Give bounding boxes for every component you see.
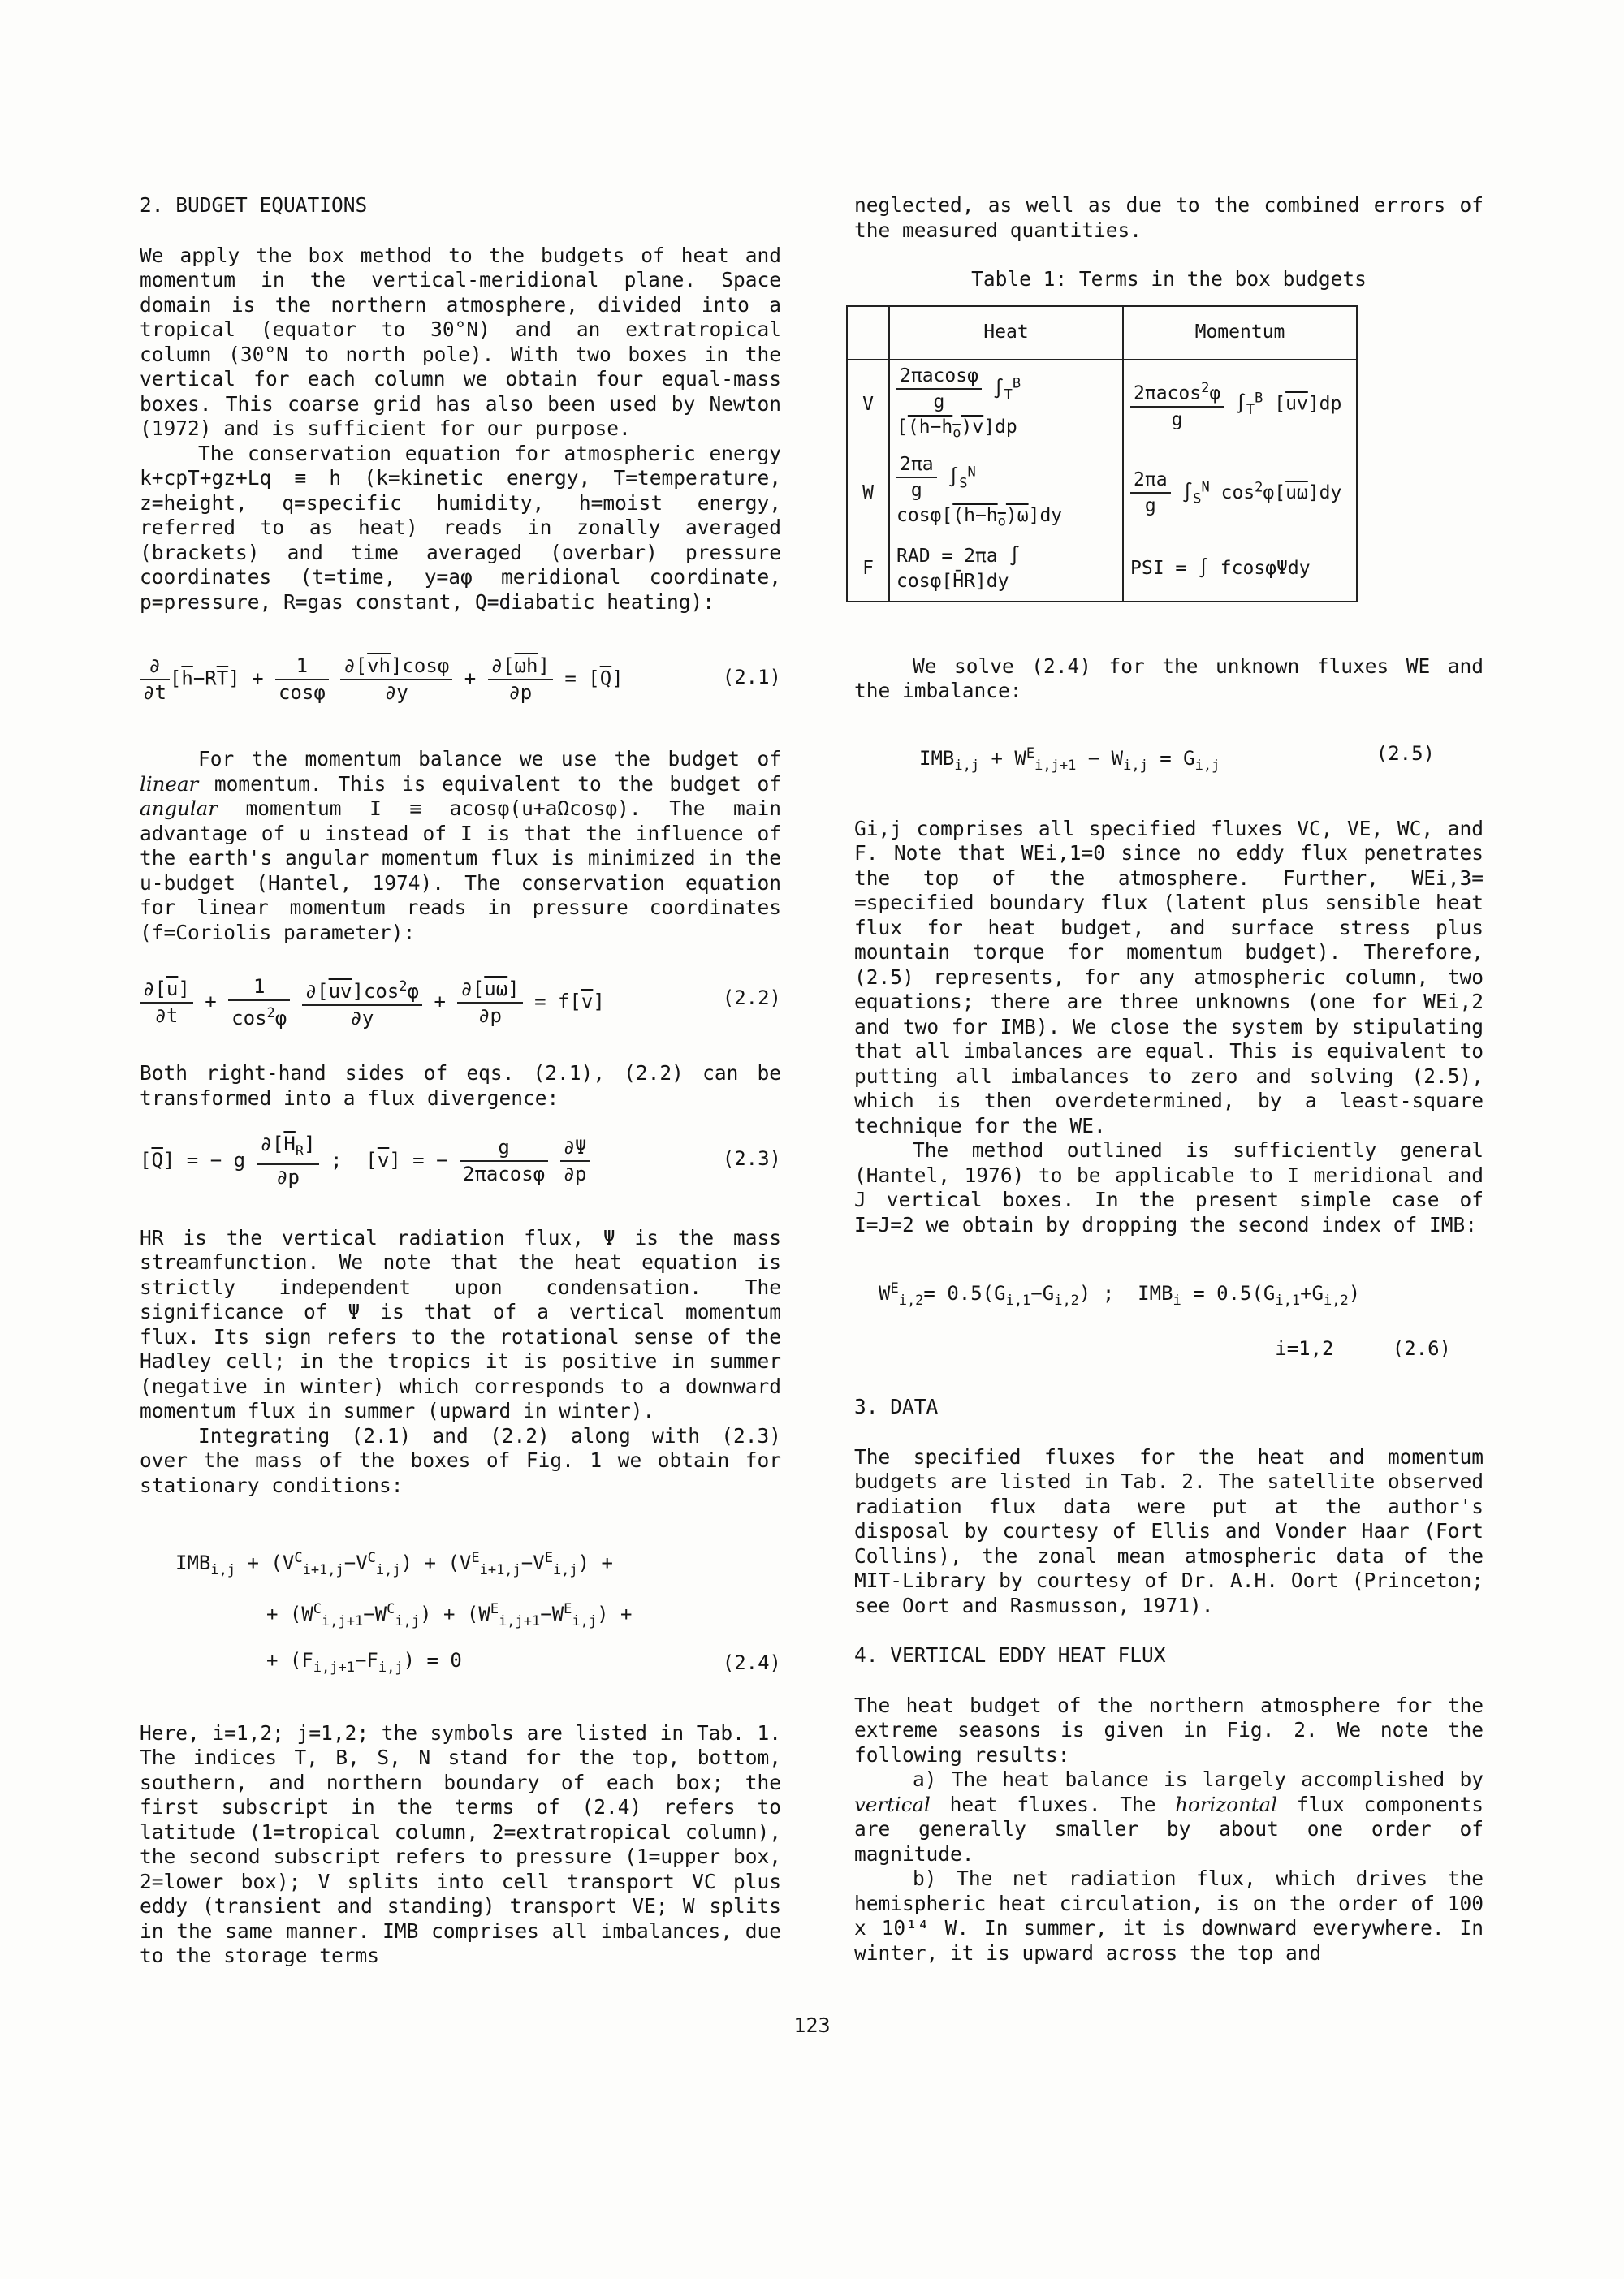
equation-2-2: $\frac{\partial[\overline{u}]}{\partial t}$ + $\frac{1}{\cos^2\varphi}$ $\frac{\partial[\overline{uv}]\cos^2\varphi}{\partial y}$ + $\frac{\partial[\overline{u\omega}]}{\partial p}$ = $f[\overline{v}]$ (2.2) (140, 974, 781, 1030)
paragraph: The conservation equation for atmospheric energy k+cpT+gz+Lq ≡ h (k=kinetic energy, T=temperature, z=height, q=specific humidity, h=moist energy, referred to as heat) reads in zonally averaged (brackets) and time averaged (overbar) pressure coordinates (t=time, y=aφ meridional coordinate, p=pressure, R=gas constant, Q=diabatic heating): (140, 441, 781, 614)
section-heading-data: 3. DATA (854, 1395, 939, 1419)
right-column (854, 193, 1484, 1966)
equation-2-5: $IMB_{i,j} + W^E_{i,j+1} - W_{i,j} = G_{i,j}$ (2.5) (919, 741, 1435, 774)
paragraph: neglected, as well as due to the combined errors of the measured quantities. (854, 193, 1484, 242)
left-column (140, 193, 781, 1969)
paragraph: The specified fluxes for the heat and momentum budgets are listed in Tab. 2. The satellite observed radiation flux data were put at the author's disposal by courtesy of Ellis and Vonder Haar (Fort Collins), the zonal mean atmospheric data of the MIT-Library by courtesy of Dr. A.H. Oort (Princeton; see Oort and Rasmusson, 1971). (854, 1444, 1484, 1617)
section-heading-budget-equations: 2. BUDGET EQUATIONS (140, 193, 368, 217)
paragraph: The heat budget of the northern atmosphere for the extreme seasons is given in Fig. 2. We note the following results: (854, 1693, 1484, 1767)
paragraph: a) The heat balance is largely accomplished by vertical heat fluxes. The horizontal flux components are generally smaller by about one order of magnitude. (854, 1768, 1484, 1866)
row-label-v: V (847, 360, 889, 449)
equation-number: (2.3) (722, 1147, 781, 1170)
equation-number: (2.6) (1392, 1336, 1451, 1360)
paragraph: For the momentum balance we use the budget of linear momentum. This is equivalent to the budget of angular momentum I ≡ acosφ(u+aΩcosφ). The main advantage of u instead of I is that the influence of the earth's angular momentum flux is minimized in the u-budget (Hantel, 1974). The conservation equation for linear momentum reads in pressure coordinates (f=Coriolis parameter): (140, 747, 781, 944)
equation-number: (2.1) (722, 666, 781, 688)
equation-number: (2.5) (1376, 741, 1435, 765)
equation-index-range: i=1,2 (1275, 1336, 1334, 1360)
paragraph: Gi,j comprises all specified fluxes VC, VE, WC, and F. Note that WEi,1=0 since no eddy flux penetrates the top of the atmosphere. Further, WEi,3= =specified boundary flux (latent plus sensible heat flux for heat budget, and surface stress plus mountain torque for momentum budget). Therefore, (2.5) represents, for any atmospheric column, two equations; there are three unknowns (one for WEi,2 and two for IMB). We close the system by stipulating that all imbalances are equal. This is equivalent to putting all imbalances to zero and solving (2.5), which is then overdetermined, by a least-square technique for the WE. (854, 816, 1484, 1137)
table-header-momentum: Momentum (1123, 306, 1357, 360)
section-heading-vertical-eddy-heat-flux: 4. VERTICAL EDDY HEAT FLUX (854, 1643, 1166, 1668)
table-cell-rad: RAD = 2πa ∫ cosφ[H̄R]dy (889, 537, 1123, 602)
equation-2-4: $IMB_{i,j} + (V^C_{i+1,j}-V^C_{i,j}) + (V^E_{i+1,j}-V^E_{i,j})$ + + $(W^C_{i,j+1}-W^C_{i,j}) + (W^E_{i,j+1}-W^E_{i,j})$ + + $(F_{i,j+1}-F_{i,j}) = 0$ (2.4) (140, 1539, 781, 1686)
paragraph: Both right-hand sides of eqs. (2.1), (2.2) can be transformed into a flux divergence: (140, 1061, 781, 1110)
equation-2-3: $[\overline{Q}]$ = − g $\frac{\partial[\overline{H}_R]}{\partial p}$ ; $[\overline{v}]$ = − $\frac{g}{2\pi acos\varphi}$ $\frac{\partial\Psi}{\partial p}$ (2.3) (140, 1133, 781, 1189)
page-number: 123 (793, 2014, 831, 2037)
paragraph: The method outlined is sufficiently general (Hantel, 1976) to be applicable to I meridional and J vertical boxes. In the present simple case of I=J=2 we obtain by dropping the second index of IMB: (854, 1138, 1484, 1237)
row-label-f: F (847, 537, 889, 602)
paragraph: We apply the box method to the budgets of heat and momentum in the vertical-meridional plane. Space domain is the northern atmosphere, divided into a tropical (equator to 30°N) and an extratropical column (30°N to north pole). With two boxes in the vertical for each column we obtain four equal-mass boxes. This coarse grid has also been used by Newton (1972) and is sufficient for our purpose. (140, 243, 781, 440)
paragraph: Integrating (2.1) and (2.2) along with (2.3) over the mass of the boxes of Fig. 1 we obtain for stationary conditions: (140, 1423, 781, 1497)
paragraph: HR is the vertical radiation flux, Ψ is the mass streamfunction. We note that the heat equation is strictly independent upon condensation. The significance of Ψ is that of a vertical momentum flux. Its sign refers to the rotational sense of the Hadley cell; in the tropics it is positive in summer (negative in winter) which corresponds to a downward momentum flux in summer (upward in winter). (140, 1225, 781, 1423)
table-header-heat: Heat (889, 306, 1123, 360)
equation-2-6: $W^E_{i,2}= 0.5(G_{i,1}-G_{i,2})$ ; $IMB_i = 0.5(G_{i,1}+G_{i,2})$ (879, 1280, 1361, 1310)
equation-2-1: $\frac{\partial}{\partial t}$ $[\overline{h}-R\overline{T}]$ + $\frac{1}{\cos\varphi}$ $\frac{\partial[\overline{vh}]\cos\varphi}{\partial y}$ + $\frac{\partial[\overline{\omega h}]}{\partial p}$ = $[\overline{Q}]$ (2.1) (140, 654, 781, 705)
table-cell-psi: PSI = ∫ fcosφΨdy (1123, 537, 1357, 602)
equation-number: (2.4) (722, 1651, 781, 1674)
table-title: Table 1: Terms in the box budgets (971, 267, 1367, 291)
row-label-w: W (847, 449, 889, 537)
paragraph: We solve (2.4) for the unknown fluxes WE and the imbalance: (854, 654, 1484, 703)
paragraph: Here, i=1,2; j=1,2; the symbols are listed in Tab. 1. The indices T, B, S, N stand for the top, bottom, southern, and northern boundary of each box; the first subscript in the terms of (2.4) refers to latitude (1=tropical column, 2=extratropical column), the second subscript refers to pressure (1=upper box, 2=lower box); V splits into cell transport VC plus eddy (transient and standing) transport VE; W splits in the same manner. IMB comprises all imbalances, due to the storage terms (140, 1720, 781, 1968)
box-budget-table: Heat Momentum V $\frac{2\pi acos\varphi}{g}$ $\int_T^B$ $[(h-h_o)v]dp$ $\frac{2\pi acos^2\varphi}{g}$ $\int_T^B$ $[\overline{uv}]dp$ W $\frac{2\pi a}{g}$ $\int_S^N$ $\cos\varphi[(h-h_o)\omega]dy$ $\frac{2\pi a}{g}$ $\int_S^N$ $\cos^2\varphi[\overline{u\omega}]dy$ F RAD = 2πa ∫ cosφ[H̄R]dy PSI = ∫ fcosφΨdy (846, 305, 1358, 602)
equation-number: (2.2) (722, 986, 781, 1009)
paragraph: b) The net radiation flux, which drives the hemispheric heat circulation, is on the order of 100 x 10¹⁴ W. In summer, it is downward everywhere. In winter, it is upward across the top and (854, 1867, 1484, 1965)
